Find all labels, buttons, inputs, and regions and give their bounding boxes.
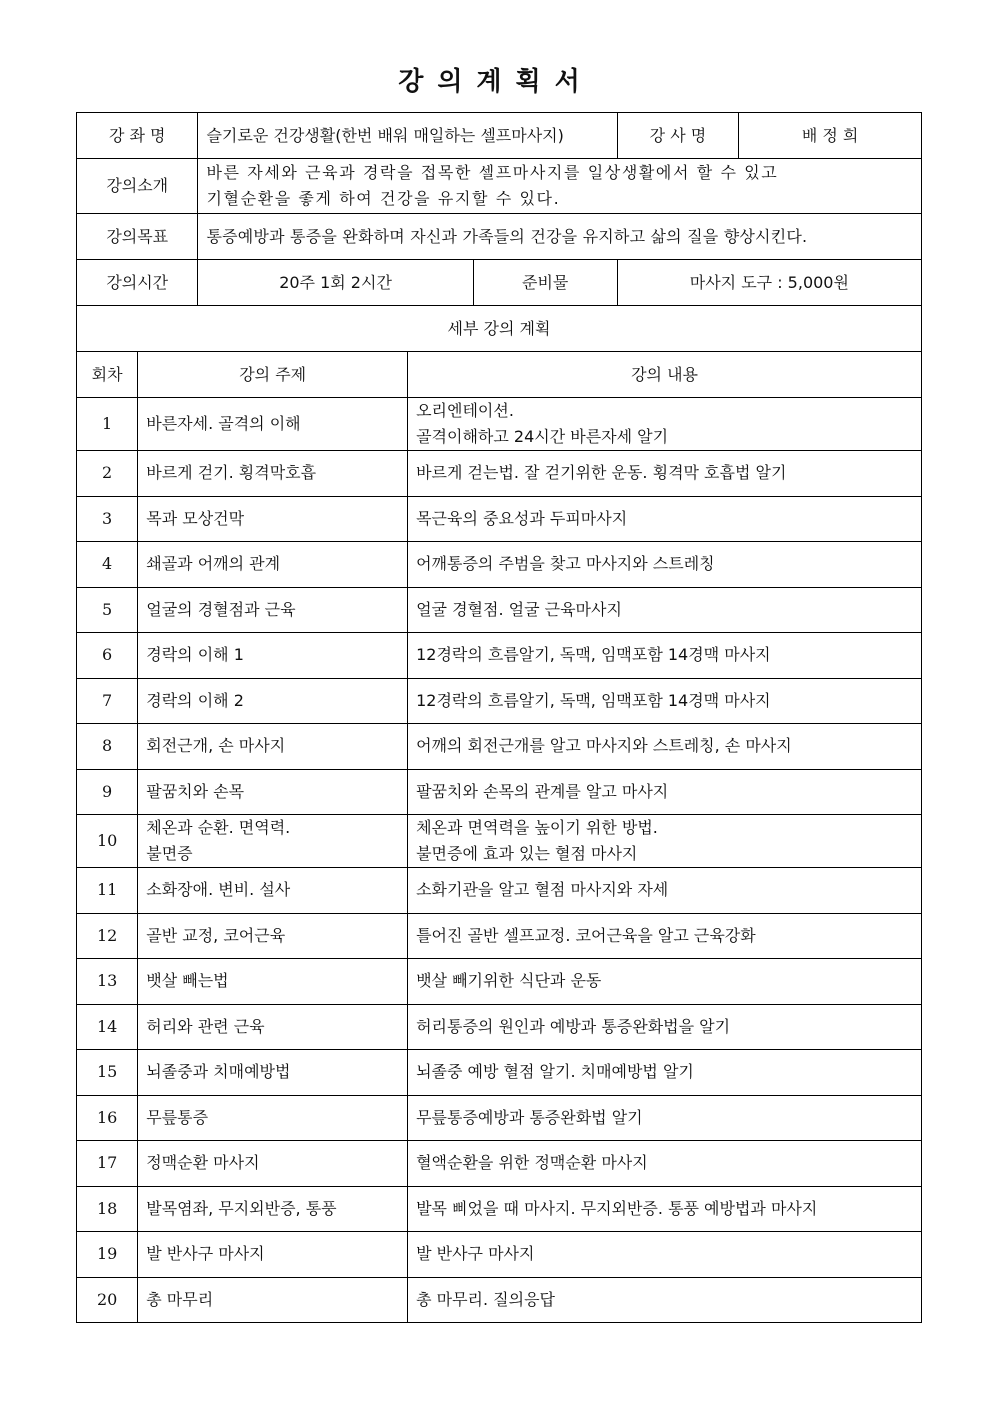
table-row xyxy=(77,1186,922,1232)
session-content-line: 오리엔테이션. xyxy=(416,401,514,420)
session-content xyxy=(408,542,922,588)
intro-line-1: 바른 자세와 근육과 경락을 접목한 셀프마사지를 일상생활에서 할 수 있고 xyxy=(206,163,779,182)
session-content-line: 팔꿈치와 손목의 관계를 알고 마사지 xyxy=(416,781,669,801)
session-topic-line: 쇄골과 어깨의 관계 xyxy=(146,554,281,574)
session-topic xyxy=(138,587,408,633)
section-title: 세부 강의 계획 xyxy=(77,306,922,352)
time-row xyxy=(77,260,922,306)
session-content xyxy=(408,398,922,451)
session-content-line: 소화기관을 알고 혈점 마사지와 자세 xyxy=(416,880,669,900)
session-topic xyxy=(138,1004,408,1050)
session-content xyxy=(408,496,922,542)
session-number: 16 xyxy=(77,1095,138,1141)
session-content xyxy=(408,1186,922,1232)
session-content-line: 총 마무리. 질의응답 xyxy=(416,1289,555,1309)
table-row xyxy=(77,1004,922,1050)
session-content xyxy=(408,633,922,679)
session-topic-line: 뱃살 빼는법 xyxy=(146,971,229,991)
session-number: 14 xyxy=(77,1004,138,1050)
session-topic-line: 체온과 순환. 면역력. xyxy=(146,818,291,837)
session-content xyxy=(408,1277,922,1323)
session-topic xyxy=(138,1186,408,1232)
session-number: 15 xyxy=(77,1050,138,1096)
session-topic-line: 팔꿈치와 손목 xyxy=(146,781,245,801)
lecture-plan-table xyxy=(76,112,922,1323)
session-number: 11 xyxy=(77,868,138,914)
session-number: 4 xyxy=(77,542,138,588)
session-number: 9 xyxy=(77,769,138,815)
session-topic-line: 경락의 이해 1 xyxy=(146,645,244,665)
table-row xyxy=(77,678,922,724)
table-row xyxy=(77,724,922,770)
session-content xyxy=(408,769,922,815)
session-number: 7 xyxy=(77,678,138,724)
session-topic xyxy=(138,542,408,588)
session-content-line: 바르게 걷는법. 잘 걷기위한 운동. 횡격막 호흡법 알기 xyxy=(416,463,787,483)
session-content-line: 체온과 면역력을 높이기 위한 방법. xyxy=(416,818,658,837)
table-row xyxy=(77,1095,922,1141)
session-content xyxy=(408,678,922,724)
table-row xyxy=(77,815,922,868)
table-row xyxy=(77,959,922,1005)
session-topic-line: 얼굴의 경혈점과 근육 xyxy=(146,599,296,619)
session-content-line: 불면증에 효과 있는 혈점 마사지 xyxy=(416,844,638,863)
session-topic-line: 회전근개, 손 마사지 xyxy=(146,736,286,756)
session-content-line: 허리통증의 원인과 예방과 통증완화법을 알기 xyxy=(416,1016,731,1036)
session-topic-line: 총 마무리 xyxy=(146,1289,214,1309)
session-number: 12 xyxy=(77,913,138,959)
session-number: 19 xyxy=(77,1232,138,1278)
session-number: 2 xyxy=(77,451,138,497)
prep-value: 마사지 도구 : 5,000원 xyxy=(617,260,921,306)
session-topic xyxy=(138,913,408,959)
session-topic-line: 무릎통증 xyxy=(146,1107,209,1127)
session-content xyxy=(408,1095,922,1141)
session-topic xyxy=(138,1277,408,1323)
course-label: 강 좌 명 xyxy=(77,113,198,159)
course-row xyxy=(77,113,922,159)
session-topic-line: 불면증 xyxy=(146,844,193,863)
session-number: 6 xyxy=(77,633,138,679)
col-session: 회차 xyxy=(77,352,138,398)
session-content-line: 어깨의 회전근개를 알고 마사지와 스트레칭, 손 마사지 xyxy=(416,736,792,756)
col-topic: 강의 주제 xyxy=(138,352,408,398)
session-topic xyxy=(138,678,408,724)
session-topic xyxy=(138,724,408,770)
session-topic xyxy=(138,398,408,451)
instructor-name: 배 정 희 xyxy=(739,113,922,159)
session-content-line: 골격이해하고 24시간 바른자세 알기 xyxy=(416,427,669,446)
table-row xyxy=(77,587,922,633)
goal-row xyxy=(77,214,922,260)
document-title: 강의계획서 xyxy=(398,67,594,97)
col-content: 강의 내용 xyxy=(408,352,922,398)
session-number: 5 xyxy=(77,587,138,633)
time-value: 20주 1회 2시간 xyxy=(198,260,473,306)
session-content-line: 12경락의 흐름알기, 독맥, 임맥포함 14경맥 마사지 xyxy=(416,645,771,665)
session-topic-line: 바른자세. 골격의 이해 xyxy=(146,414,301,433)
session-content-line: 목근육의 중요성과 두피마사지 xyxy=(416,508,628,528)
session-number: 10 xyxy=(77,815,138,868)
intro-row xyxy=(77,159,922,214)
session-topic xyxy=(138,451,408,497)
table-row xyxy=(77,1141,922,1187)
table-row xyxy=(77,868,922,914)
section-row xyxy=(77,306,922,352)
intro-label: 강의소개 xyxy=(77,159,198,214)
session-content-line: 틀어진 골반 셀프교정. 코어근육을 알고 근육강화 xyxy=(416,925,756,945)
session-content xyxy=(408,724,922,770)
session-content xyxy=(408,451,922,497)
session-topic-line: 바르게 걷기. 횡격막호흡 xyxy=(146,463,317,483)
session-number: 3 xyxy=(77,496,138,542)
instructor-label: 강 사 명 xyxy=(617,113,738,159)
table-row xyxy=(77,769,922,815)
session-content-line: 무릎통증예방과 통증완화법 알기 xyxy=(416,1107,643,1127)
session-content xyxy=(408,1232,922,1278)
table-row xyxy=(77,1277,922,1323)
plan-header-row xyxy=(77,352,922,398)
session-content xyxy=(408,913,922,959)
session-number: 17 xyxy=(77,1141,138,1187)
session-content xyxy=(408,1004,922,1050)
session-topic xyxy=(138,1141,408,1187)
session-number: 20 xyxy=(77,1277,138,1323)
table-row xyxy=(77,1232,922,1278)
session-topic xyxy=(138,633,408,679)
session-topic xyxy=(138,959,408,1005)
intro-line-2: 기혈순환을 좋게 하여 건강을 유지할 수 있다. xyxy=(206,189,561,208)
session-topic-line: 경락의 이해 2 xyxy=(146,690,244,710)
session-topic-line: 뇌졸중과 치매예방법 xyxy=(146,1062,291,1082)
table-row xyxy=(77,542,922,588)
session-topic-line: 목과 모상건막 xyxy=(146,508,245,528)
session-content xyxy=(408,959,922,1005)
session-topic-line: 허리와 관련 근육 xyxy=(146,1016,265,1036)
session-content xyxy=(408,1050,922,1096)
table-row xyxy=(77,913,922,959)
session-topic xyxy=(138,769,408,815)
session-topic xyxy=(138,868,408,914)
plan-rows xyxy=(77,398,922,1323)
prep-label: 준비물 xyxy=(473,260,617,306)
session-content xyxy=(408,587,922,633)
table-row xyxy=(77,451,922,497)
session-topic-line: 발 반사구 마사지 xyxy=(146,1244,265,1264)
session-content xyxy=(408,815,922,868)
table-row xyxy=(77,1050,922,1096)
session-topic-line: 골반 교정, 코어근육 xyxy=(146,925,286,945)
session-number: 8 xyxy=(77,724,138,770)
session-topic xyxy=(138,496,408,542)
intro-text xyxy=(198,159,922,214)
table-row xyxy=(77,496,922,542)
session-content-line: 혈액순환을 위한 정맥순환 마사지 xyxy=(416,1153,648,1173)
goal-label: 강의목표 xyxy=(77,214,198,260)
session-content-line: 뇌졸중 예방 혈점 알기. 치매예방법 알기 xyxy=(416,1062,694,1082)
session-content-line: 뱃살 빼기위한 식단과 운동 xyxy=(416,971,602,991)
session-number: 13 xyxy=(77,959,138,1005)
table-row xyxy=(77,633,922,679)
session-content xyxy=(408,868,922,914)
session-content-line: 발 반사구 마사지 xyxy=(416,1244,535,1264)
session-topic xyxy=(138,1232,408,1278)
session-topic-line: 소화장애. 변비. 설사 xyxy=(146,880,291,900)
session-content xyxy=(408,1141,922,1187)
session-content-line: 12경락의 흐름알기, 독맥, 임맥포함 14경맥 마사지 xyxy=(416,690,771,710)
session-topic xyxy=(138,1050,408,1096)
session-topic xyxy=(138,1095,408,1141)
table-row xyxy=(77,398,922,451)
session-topic-line: 발목염좌, 무지외반증, 통풍 xyxy=(146,1198,337,1218)
goal-text: 통증예방과 통증을 완화하며 자신과 가족들의 건강을 유지하고 삶의 질을 향상시킨다. xyxy=(198,214,922,260)
time-label: 강의시간 xyxy=(77,260,198,306)
session-content-line: 얼굴 경혈점. 얼굴 근육마사지 xyxy=(416,599,622,619)
course-name: 슬기로운 건강생활(한번 배워 매일하는 셀프마사지) xyxy=(198,113,617,159)
session-number: 18 xyxy=(77,1186,138,1232)
session-number: 1 xyxy=(77,398,138,451)
session-topic-line: 정맥순환 마사지 xyxy=(146,1153,260,1173)
session-content-line: 발목 삐었을 때 마사지. 무지외반증. 통풍 예방법과 마사지 xyxy=(416,1198,818,1218)
session-content-line: 어깨통증의 주범을 찾고 마사지와 스트레칭 xyxy=(416,554,715,574)
session-topic xyxy=(138,815,408,868)
